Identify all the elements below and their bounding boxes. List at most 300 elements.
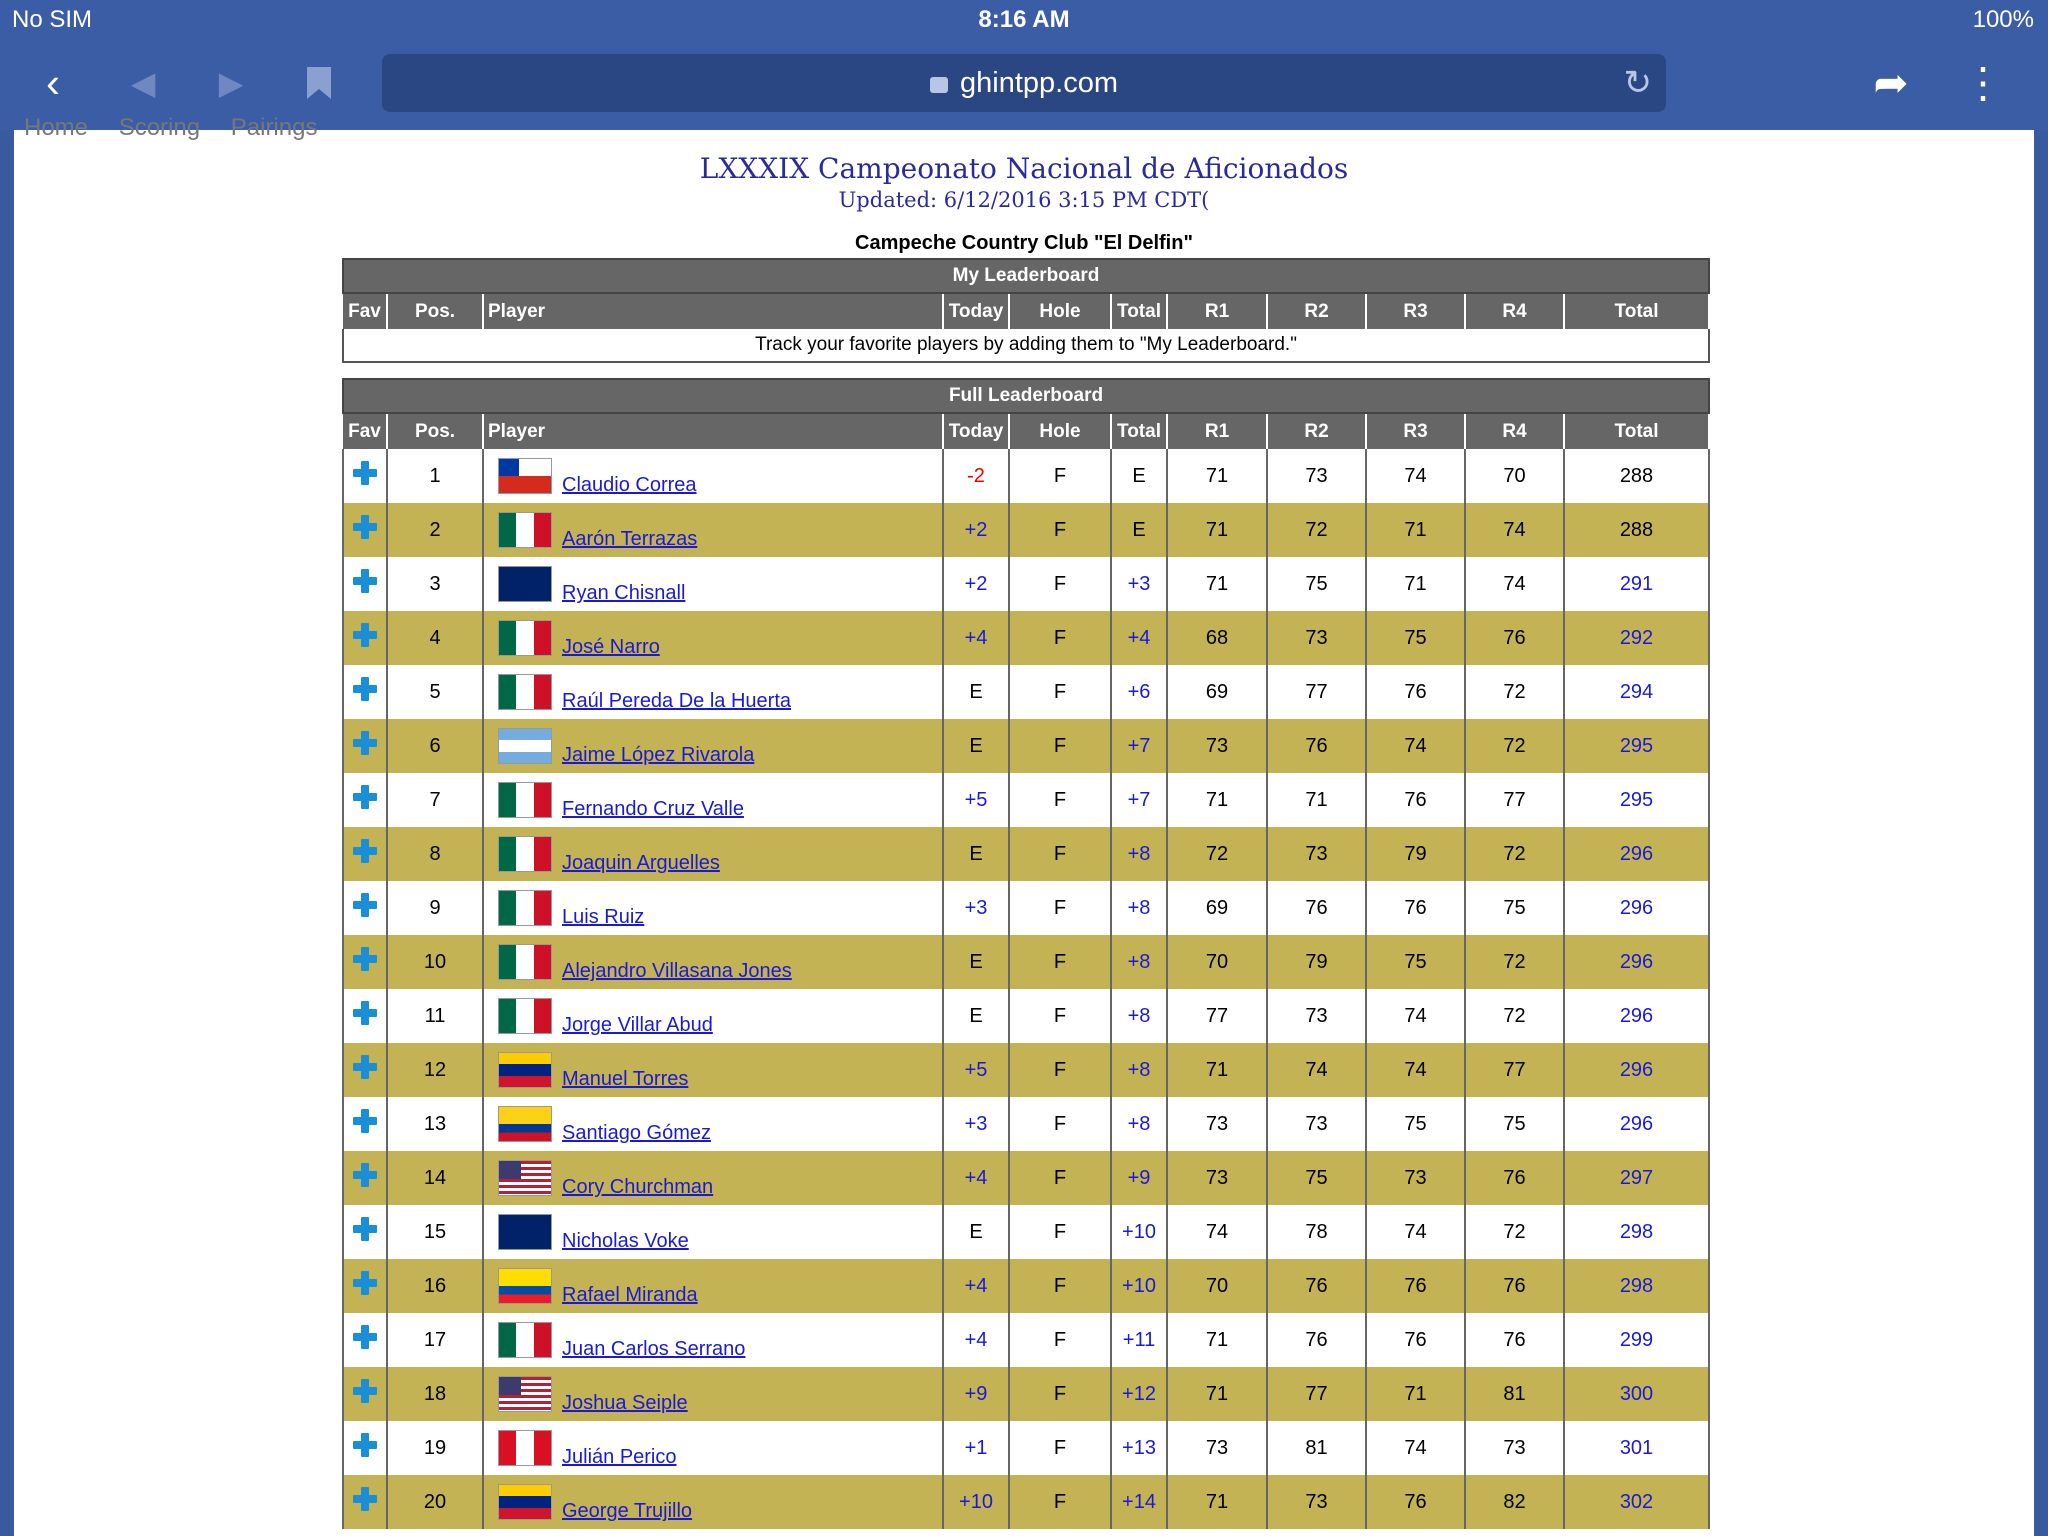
- reload-icon[interactable]: ↻: [1623, 64, 1652, 102]
- my-leaderboard-caption: My Leaderboard: [343, 259, 1709, 293]
- round-4: 74: [1465, 557, 1564, 611]
- nav-scoring[interactable]: Scoring: [118, 114, 201, 141]
- col-today: Today: [943, 413, 1009, 449]
- hole: F: [1009, 1475, 1111, 1529]
- leaderboard-row: [343, 1313, 1709, 1367]
- leaderboard-row: [343, 449, 1709, 503]
- round-3: 76: [1366, 1259, 1465, 1313]
- back-arrow-icon[interactable]: ◀: [130, 65, 156, 101]
- share-icon[interactable]: ➦: [1873, 59, 1909, 106]
- round-1: 73: [1167, 719, 1267, 773]
- round-1: 72: [1167, 827, 1267, 881]
- today-score: +2: [943, 557, 1009, 611]
- carrier-label: No SIM: [12, 6, 93, 33]
- round-1: 71: [1167, 773, 1267, 827]
- player-cell: [483, 503, 943, 557]
- col-hole: Hole: [1009, 413, 1111, 449]
- round-2: 76: [1267, 1313, 1366, 1367]
- leaderboard-row: [343, 935, 1709, 989]
- round-3: 74: [1366, 719, 1465, 773]
- position: 14: [387, 1151, 483, 1205]
- round-3: 74: [1366, 1421, 1465, 1475]
- total-to-par: +8: [1111, 881, 1167, 935]
- player-link[interactable]: Rafael Miranda: [562, 1284, 698, 1307]
- position: 20: [387, 1475, 483, 1529]
- forward-arrow-icon[interactable]: ▶: [218, 65, 244, 101]
- plus-icon: [353, 947, 377, 971]
- round-2: 73: [1267, 1097, 1366, 1151]
- position: 18: [387, 1367, 483, 1421]
- position: 11: [387, 989, 483, 1043]
- add-favorite-button[interactable]: [343, 449, 387, 503]
- nz-flag-icon: [498, 566, 552, 602]
- round-2: 76: [1267, 1259, 1366, 1313]
- usa-flag-icon: [498, 1160, 552, 1196]
- round-3: 79: [1366, 827, 1465, 881]
- today-score: +5: [943, 1043, 1009, 1097]
- round-1: 68: [1167, 611, 1267, 665]
- round-3: 76: [1366, 1313, 1465, 1367]
- total-to-par: +9: [1111, 1151, 1167, 1205]
- player-link[interactable]: Claudio Correa: [562, 474, 697, 497]
- total-strokes: 295: [1564, 773, 1709, 827]
- add-favorite-button[interactable]: [343, 1475, 387, 1529]
- leaderboard-row: [343, 1475, 1709, 1529]
- round-4: 82: [1465, 1475, 1564, 1529]
- total-to-par: +8: [1111, 935, 1167, 989]
- round-4: 77: [1465, 773, 1564, 827]
- add-favorite-button[interactable]: [343, 503, 387, 557]
- col-r1: R1: [1167, 413, 1267, 449]
- round-3: 74: [1366, 1043, 1465, 1097]
- total-strokes: 292: [1564, 611, 1709, 665]
- col-r3: R3: [1366, 293, 1465, 329]
- total-to-par: E: [1111, 449, 1167, 503]
- total-strokes: 297: [1564, 1151, 1709, 1205]
- position: 17: [387, 1313, 483, 1367]
- position: 2: [387, 503, 483, 557]
- position: 12: [387, 1043, 483, 1097]
- player-cell: [483, 827, 943, 881]
- today-score: +3: [943, 881, 1009, 935]
- add-favorite-button[interactable]: [343, 881, 387, 935]
- hole: F: [1009, 881, 1111, 935]
- plus-icon: [353, 1001, 377, 1025]
- plus-icon: [353, 569, 377, 593]
- add-favorite-button[interactable]: [343, 557, 387, 611]
- leaderboard-row: [343, 1421, 1709, 1475]
- col-today: Today: [943, 293, 1009, 329]
- position: 5: [387, 665, 483, 719]
- total-to-par: +4: [1111, 611, 1167, 665]
- player-cell: [483, 1259, 943, 1313]
- full-leaderboard: [342, 378, 1710, 1529]
- chile-flag-icon: [498, 458, 552, 494]
- total-to-par: +10: [1111, 1259, 1167, 1313]
- hole: F: [1009, 719, 1111, 773]
- round-1: 71: [1167, 449, 1267, 503]
- total-to-par: +14: [1111, 1475, 1167, 1529]
- col-player: Player: [483, 413, 943, 449]
- col-total-strokes: Total: [1564, 293, 1709, 329]
- player-link[interactable]: Aarón Terrazas: [562, 528, 698, 551]
- total-to-par: E: [1111, 503, 1167, 557]
- round-4: 77: [1465, 1043, 1564, 1097]
- round-3: 71: [1366, 503, 1465, 557]
- today-score: E: [943, 827, 1009, 881]
- round-1: 74: [1167, 1205, 1267, 1259]
- round-2: 77: [1267, 1367, 1366, 1421]
- total-strokes: 298: [1564, 1205, 1709, 1259]
- lock-icon: [930, 77, 948, 93]
- player-link[interactable]: Nicholas Voke: [562, 1230, 689, 1253]
- round-4: 76: [1465, 611, 1564, 665]
- plus-icon: [353, 1217, 377, 1241]
- add-favorite-button[interactable]: [343, 1421, 387, 1475]
- position: 1: [387, 449, 483, 503]
- today-score: E: [943, 665, 1009, 719]
- leaderboard-row: [343, 1259, 1709, 1313]
- mexico-flag-icon: [498, 998, 552, 1034]
- mexico-flag-icon: [498, 944, 552, 980]
- total-to-par: +3: [1111, 557, 1167, 611]
- round-1: 73: [1167, 1097, 1267, 1151]
- round-2: 76: [1267, 719, 1366, 773]
- round-3: 74: [1366, 1205, 1465, 1259]
- today-score: +4: [943, 1313, 1009, 1367]
- round-4: 72: [1465, 935, 1564, 989]
- course-name: Campeche Country Club "El Delfin": [855, 232, 1193, 254]
- add-favorite-button[interactable]: [343, 1313, 387, 1367]
- add-favorite-button[interactable]: [343, 719, 387, 773]
- player-link[interactable]: Joaquin Arguelles: [562, 852, 720, 875]
- bookmark-icon[interactable]: [294, 58, 344, 108]
- round-1: 71: [1167, 557, 1267, 611]
- leaderboard-rows: [343, 449, 1709, 1529]
- peru-flag-icon: [498, 1430, 552, 1466]
- player-link[interactable]: George Trujillo: [562, 1500, 693, 1523]
- player-link[interactable]: Juan Carlos Serrano: [562, 1338, 746, 1361]
- position: 15: [387, 1205, 483, 1259]
- player-cell: [483, 557, 943, 611]
- address-bar[interactable]: [382, 54, 1666, 112]
- total-strokes: 288: [1564, 449, 1709, 503]
- full-leaderboard-caption: Full Leaderboard: [343, 379, 1709, 413]
- arg-flag-icon: [498, 728, 552, 764]
- col-total-strokes: Total: [1564, 413, 1709, 449]
- hole: F: [1009, 827, 1111, 881]
- position: 7: [387, 773, 483, 827]
- plus-icon: [353, 1379, 377, 1403]
- add-favorite-button[interactable]: [343, 1367, 387, 1421]
- round-3: 74: [1366, 989, 1465, 1043]
- total-strokes: 296: [1564, 1043, 1709, 1097]
- round-4: 72: [1465, 1205, 1564, 1259]
- player-link[interactable]: Luis Ruiz: [562, 906, 645, 929]
- ecu-flag-icon: [498, 1268, 552, 1304]
- round-1: 69: [1167, 665, 1267, 719]
- col-pos: Pos.: [387, 293, 483, 329]
- position: 10: [387, 935, 483, 989]
- mexico-flag-icon: [498, 674, 552, 710]
- plus-icon: [353, 839, 377, 863]
- player-link[interactable]: Santiago Gómez: [562, 1122, 711, 1145]
- mexico-flag-icon: [498, 836, 552, 872]
- round-4: 70: [1465, 449, 1564, 503]
- plus-icon: [353, 1271, 377, 1295]
- round-3: 74: [1366, 449, 1465, 503]
- hole: F: [1009, 611, 1111, 665]
- player-link[interactable]: Cory Churchman: [562, 1176, 714, 1199]
- player-link[interactable]: Fernando Cruz Valle: [562, 798, 744, 821]
- position: 19: [387, 1421, 483, 1475]
- add-favorite-button[interactable]: [343, 989, 387, 1043]
- player-link[interactable]: José Narro: [562, 636, 660, 659]
- player-link[interactable]: Jaime López Rivarola: [562, 744, 755, 767]
- total-to-par: +7: [1111, 773, 1167, 827]
- hole: F: [1009, 449, 1111, 503]
- round-2: 75: [1267, 1151, 1366, 1205]
- round-3: 76: [1366, 1475, 1465, 1529]
- total-strokes: 300: [1564, 1367, 1709, 1421]
- battery-level: 100%: [1972, 6, 2034, 33]
- player-cell: [483, 1151, 943, 1205]
- round-4: 81: [1465, 1367, 1564, 1421]
- round-1: 73: [1167, 1421, 1267, 1475]
- web-page: [14, 114, 2034, 1536]
- col-r3: R3: [1366, 413, 1465, 449]
- total-to-par: +13: [1111, 1421, 1167, 1475]
- plus-icon: [353, 1163, 377, 1187]
- total-strokes: 291: [1564, 557, 1709, 611]
- today-score: E: [943, 719, 1009, 773]
- leaderboard-row: [343, 665, 1709, 719]
- plus-icon: [353, 893, 377, 917]
- add-favorite-button[interactable]: [343, 1043, 387, 1097]
- add-favorite-button[interactable]: [343, 827, 387, 881]
- round-2: 71: [1267, 773, 1366, 827]
- hole: F: [1009, 1313, 1111, 1367]
- plus-icon: [353, 1487, 377, 1511]
- player-cell: [483, 989, 943, 1043]
- ven-flag-icon: [498, 1484, 552, 1520]
- leaderboard-row: [343, 611, 1709, 665]
- round-4: 72: [1465, 827, 1564, 881]
- round-2: 77: [1267, 665, 1366, 719]
- player-cell: [483, 719, 943, 773]
- round-2: 81: [1267, 1421, 1366, 1475]
- total-strokes: 301: [1564, 1421, 1709, 1475]
- round-2: 73: [1267, 827, 1366, 881]
- today-score: +10: [943, 1475, 1009, 1529]
- hole: F: [1009, 557, 1111, 611]
- player-link[interactable]: Raúl Pereda De la Huerta: [562, 690, 792, 713]
- today-score: +4: [943, 1259, 1009, 1313]
- player-cell: [483, 1367, 943, 1421]
- total-to-par: +8: [1111, 1097, 1167, 1151]
- add-favorite-button[interactable]: [343, 1097, 387, 1151]
- total-strokes: 296: [1564, 881, 1709, 935]
- player-link[interactable]: Joshua Seiple: [562, 1392, 688, 1415]
- round-1: 73: [1167, 1151, 1267, 1205]
- round-4: 73: [1465, 1421, 1564, 1475]
- nz-flag-icon: [498, 1214, 552, 1250]
- plus-icon: [353, 1433, 377, 1457]
- player-cell: [483, 665, 943, 719]
- round-4: 76: [1465, 1151, 1564, 1205]
- round-3: 71: [1366, 557, 1465, 611]
- today-score: +4: [943, 611, 1009, 665]
- total-strokes: 295: [1564, 719, 1709, 773]
- col-fav: Fav: [343, 413, 387, 449]
- player-cell: [483, 1421, 943, 1475]
- position: 6: [387, 719, 483, 773]
- player-cell: [483, 935, 943, 989]
- hole: F: [1009, 1259, 1111, 1313]
- total-to-par: +6: [1111, 665, 1167, 719]
- col-r1: R1: [1167, 293, 1267, 329]
- add-favorite-button[interactable]: [343, 1205, 387, 1259]
- total-to-par: +7: [1111, 719, 1167, 773]
- round-1: 69: [1167, 881, 1267, 935]
- today-score: +1: [943, 1421, 1009, 1475]
- hole: F: [1009, 1205, 1111, 1259]
- position: 4: [387, 611, 483, 665]
- round-4: 75: [1465, 881, 1564, 935]
- hole: F: [1009, 1151, 1111, 1205]
- round-3: 71: [1366, 1367, 1465, 1421]
- round-1: 70: [1167, 1259, 1267, 1313]
- col-total-par: Total: [1111, 293, 1167, 329]
- more-vertical-icon[interactable]: ⋮: [1962, 59, 2004, 106]
- plus-icon: [353, 461, 377, 485]
- player-cell: [483, 1043, 943, 1097]
- add-favorite-button[interactable]: [343, 665, 387, 719]
- total-strokes: 299: [1564, 1313, 1709, 1367]
- status-bar: [0, 0, 2048, 40]
- mexico-flag-icon: [498, 782, 552, 818]
- hole: F: [1009, 773, 1111, 827]
- total-strokes: 296: [1564, 989, 1709, 1043]
- round-3: 75: [1366, 1097, 1465, 1151]
- player-link[interactable]: Jorge Villar Abud: [562, 1014, 713, 1037]
- ven-flag-icon: [498, 1052, 552, 1088]
- round-3: 76: [1366, 773, 1465, 827]
- player-cell: [483, 1205, 943, 1259]
- plus-icon: [353, 1325, 377, 1349]
- round-2: 79: [1267, 935, 1366, 989]
- total-strokes: 294: [1564, 665, 1709, 719]
- chevron-left-icon[interactable]: ‹: [46, 59, 60, 106]
- col-r2: R2: [1267, 413, 1366, 449]
- round-1: 71: [1167, 503, 1267, 557]
- nav-pairings[interactable]: Pairings: [230, 114, 318, 141]
- round-2: 73: [1267, 449, 1366, 503]
- player-cell: [483, 449, 943, 503]
- total-strokes: 298: [1564, 1259, 1709, 1313]
- total-strokes: 296: [1564, 935, 1709, 989]
- player-link[interactable]: Alejandro Villasana Jones: [562, 960, 792, 983]
- player-link[interactable]: Manuel Torres: [562, 1068, 689, 1091]
- player-link[interactable]: Ryan Chisnall: [562, 582, 686, 605]
- round-1: 71: [1167, 1367, 1267, 1421]
- col-hole: Hole: [1009, 293, 1111, 329]
- leaderboard-row: [343, 827, 1709, 881]
- player-cell: [483, 881, 943, 935]
- nav-home[interactable]: Home: [24, 114, 89, 141]
- add-favorite-button[interactable]: [343, 773, 387, 827]
- add-favorite-button[interactable]: [343, 1259, 387, 1313]
- url-text: ghintpp.com: [960, 67, 1118, 99]
- player-link[interactable]: Julián Perico: [562, 1446, 677, 1469]
- total-to-par: +8: [1111, 827, 1167, 881]
- plus-icon: [353, 623, 377, 647]
- total-strokes: 288: [1564, 503, 1709, 557]
- my-leaderboard-message: Track your favorite players by adding them to "My Leaderboard.": [343, 329, 1709, 362]
- round-3: 75: [1366, 935, 1465, 989]
- add-favorite-button[interactable]: [343, 611, 387, 665]
- round-1: 77: [1167, 989, 1267, 1043]
- mexico-flag-icon: [498, 1322, 552, 1358]
- round-4: 75: [1465, 1097, 1564, 1151]
- col-r4: R4: [1465, 293, 1564, 329]
- round-4: 72: [1465, 665, 1564, 719]
- today-score: +3: [943, 1097, 1009, 1151]
- add-favorite-button[interactable]: [343, 1151, 387, 1205]
- round-2: 73: [1267, 989, 1366, 1043]
- round-4: 72: [1465, 989, 1564, 1043]
- round-3: 75: [1366, 611, 1465, 665]
- position: 9: [387, 881, 483, 935]
- plus-icon: [353, 785, 377, 809]
- player-cell: [483, 1475, 943, 1529]
- plus-icon: [353, 1109, 377, 1133]
- round-2: 76: [1267, 881, 1366, 935]
- plus-icon: [353, 515, 377, 539]
- round-1: 71: [1167, 1475, 1267, 1529]
- round-1: 71: [1167, 1043, 1267, 1097]
- round-4: 72: [1465, 719, 1564, 773]
- round-4: 76: [1465, 1313, 1564, 1367]
- player-cell: [483, 611, 943, 665]
- hole: F: [1009, 1367, 1111, 1421]
- total-to-par: +12: [1111, 1367, 1167, 1421]
- col-fav: Fav: [343, 293, 387, 329]
- round-2: 73: [1267, 1475, 1366, 1529]
- plus-icon: [353, 731, 377, 755]
- total-to-par: +8: [1111, 1043, 1167, 1097]
- position: 13: [387, 1097, 483, 1151]
- add-favorite-button[interactable]: [343, 935, 387, 989]
- mexico-flag-icon: [498, 890, 552, 926]
- usa-flag-icon: [498, 1376, 552, 1412]
- round-2: 78: [1267, 1205, 1366, 1259]
- mexico-flag-icon: [498, 620, 552, 656]
- hole: F: [1009, 1097, 1111, 1151]
- total-strokes: 302: [1564, 1475, 1709, 1529]
- leaderboard-row: [343, 989, 1709, 1043]
- leaderboard-row: [343, 1151, 1709, 1205]
- hole: F: [1009, 989, 1111, 1043]
- leaderboard-row: [343, 719, 1709, 773]
- leaderboard-row: [343, 1097, 1709, 1151]
- round-1: 71: [1167, 1313, 1267, 1367]
- player-cell: [483, 1097, 943, 1151]
- today-score: +2: [943, 503, 1009, 557]
- mexico-flag-icon: [498, 512, 552, 548]
- today-score: +5: [943, 773, 1009, 827]
- round-4: 74: [1465, 503, 1564, 557]
